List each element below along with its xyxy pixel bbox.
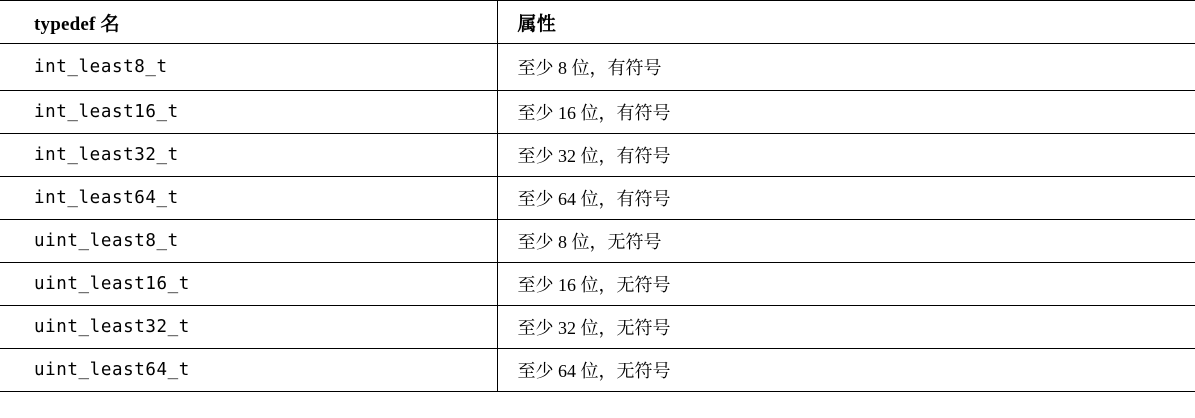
column-header-typedef-name: typedef 名: [0, 1, 497, 44]
cell-attribute: 至少 32 位，有符号: [497, 134, 1195, 177]
cell-attribute: 至少 64 位，有符号: [497, 177, 1195, 220]
column-header-attribute: 属性: [497, 1, 1195, 44]
table-row: [0, 306, 1195, 349]
table-row: [0, 349, 1195, 392]
table-row: [0, 220, 1195, 263]
table-row: [0, 44, 1195, 91]
cell-typedef-name: uint_least16_t: [0, 263, 497, 306]
cell-attribute: 至少 16 位，有符号: [497, 91, 1195, 134]
table-row: [0, 263, 1195, 306]
cell-typedef-name: uint_least32_t: [0, 306, 497, 349]
cell-typedef-name: int_least32_t: [0, 134, 497, 177]
table-row: [0, 177, 1195, 220]
table-header-row: [0, 1, 1195, 44]
cell-typedef-name: int_least8_t: [0, 44, 497, 91]
cell-attribute: 至少 16 位，无符号: [497, 263, 1195, 306]
cell-typedef-name: uint_least64_t: [0, 349, 497, 392]
cell-typedef-name: int_least16_t: [0, 91, 497, 134]
table-row: [0, 134, 1195, 177]
cell-attribute: 至少 8 位，无符号: [497, 220, 1195, 263]
table-body: [0, 44, 1195, 392]
cell-typedef-name: uint_least8_t: [0, 220, 497, 263]
table-header: [0, 1, 1195, 44]
table-row: [0, 91, 1195, 134]
cell-attribute: 至少 8 位，有符号: [497, 44, 1195, 91]
cell-attribute: 至少 64 位，无符号: [497, 349, 1195, 392]
cell-typedef-name: int_least64_t: [0, 177, 497, 220]
cell-attribute: 至少 32 位，无符号: [497, 306, 1195, 349]
